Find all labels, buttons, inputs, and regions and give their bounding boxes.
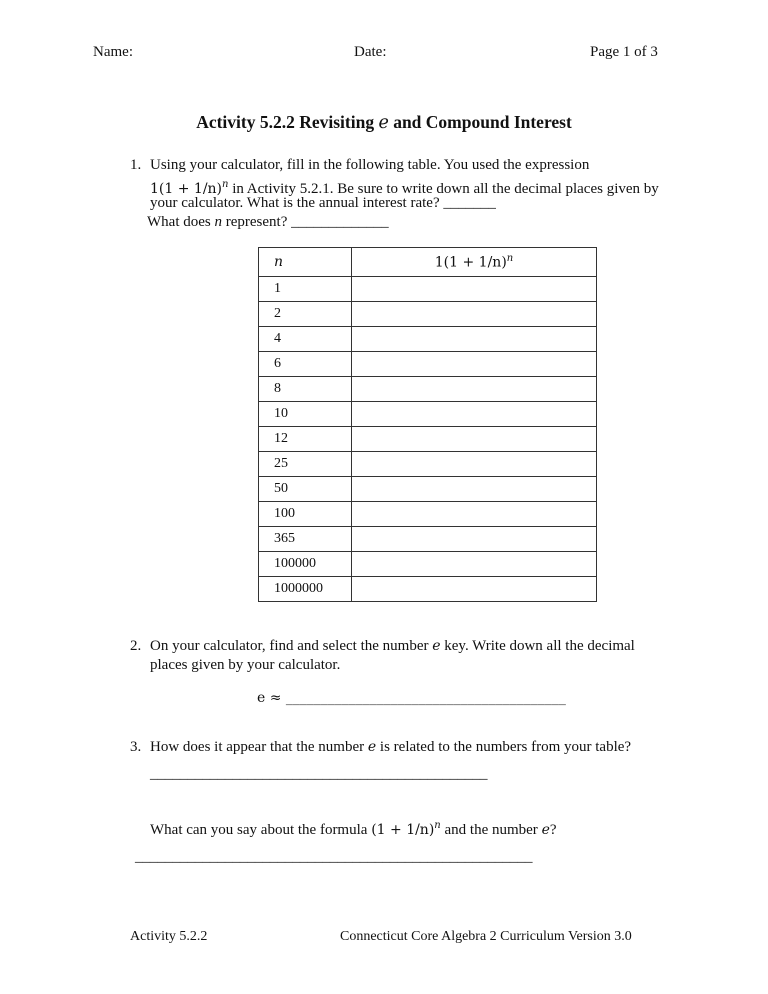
footer-activity: Activity 5.2.2	[130, 929, 208, 944]
title-suffix: and Compound Interest	[388, 112, 572, 132]
q1-line-4	[147, 213, 389, 232]
q3-line-1	[150, 738, 631, 757]
answer-cell[interactable]	[352, 502, 597, 527]
q3-line-2	[150, 816, 557, 840]
question-1-number: 1.	[130, 157, 142, 173]
table-row	[259, 552, 597, 577]
table-row	[259, 302, 597, 327]
q3-line-1-post: is related to the numbers from your table?	[376, 739, 632, 755]
answer-cell[interactable]	[352, 302, 597, 327]
q1-line-4-post: represent? _____________	[221, 214, 389, 230]
q3-formula-exponent: n	[434, 820, 441, 831]
table-header-expression: $1(1 + 1/n)^n$	[352, 248, 597, 277]
table-row	[259, 527, 597, 552]
answer-cell[interactable]	[352, 277, 597, 302]
title-prefix: Activity 5.2.2 Revisiting	[196, 112, 379, 132]
q3-formula: (1 + 1/n)	[371, 822, 435, 838]
answer-cell[interactable]	[352, 527, 597, 552]
q3-line-2-end: ?	[549, 822, 557, 838]
n-value-cell: 100000	[259, 552, 352, 577]
name-label: Name:	[93, 44, 133, 60]
question-3-number: 3.	[130, 739, 142, 755]
table-row	[259, 352, 597, 377]
q3-line-2-pre: What can you say about the formula	[150, 822, 372, 838]
q1-line-1: Using your calculator, fill in the following table. You used the expression	[150, 157, 590, 173]
n-value-cell: 1	[259, 277, 352, 302]
n-value-cell: 100	[259, 502, 352, 527]
answer-cell[interactable]	[352, 552, 597, 577]
q1-expression: 1(1 + 1/n)	[150, 181, 223, 197]
table-row	[259, 427, 597, 452]
page-number: Page 1 of 3	[590, 44, 658, 60]
n-value-cell: 365	[259, 527, 352, 552]
answer-cell[interactable]	[352, 577, 597, 602]
q1-line-4-var: n	[214, 214, 222, 230]
title-variable: e	[378, 113, 389, 133]
answer-cell[interactable]	[352, 352, 597, 377]
q2-line-1	[150, 637, 635, 656]
n-value-cell: 6	[259, 352, 352, 377]
table-row	[259, 277, 597, 302]
table-row	[259, 577, 597, 602]
n-value-cell: 1000000	[259, 577, 352, 602]
q2-line-1-var: e	[432, 638, 441, 654]
q3-line-2-mid: and the number	[440, 822, 542, 838]
q1-line-3: your calculator. What is the annual interest rate? _______	[150, 195, 496, 211]
table-row	[259, 477, 597, 502]
table-header-n: n	[259, 248, 352, 277]
table-row	[259, 327, 597, 352]
date-label: Date:	[354, 44, 387, 60]
q1-line-4-pre: What does	[147, 214, 215, 230]
table-row	[259, 377, 597, 402]
q3-answer-line-2[interactable]: _____________________________________________________	[135, 849, 533, 865]
n-value-cell: 10	[259, 402, 352, 427]
n-value-cell: 8	[259, 377, 352, 402]
table-header-row	[259, 248, 597, 277]
q1-expression-exponent: n	[222, 179, 229, 190]
q2-line-1-pre: On your calculator, find and select the number	[150, 638, 433, 654]
q2-line-1-post: key. Write down all the decimal	[440, 638, 635, 654]
answer-cell[interactable]	[352, 452, 597, 477]
values-table	[258, 247, 597, 602]
n-value-cell: 50	[259, 477, 352, 502]
q3-line-1-pre: How does it appear that the number	[150, 739, 368, 755]
e-approx-answer-line[interactable]: e ≈ ________________________________________	[257, 690, 566, 706]
answer-cell[interactable]	[352, 477, 597, 502]
answer-cell[interactable]	[352, 377, 597, 402]
q3-line-2-var: e	[541, 822, 550, 838]
table-row	[259, 502, 597, 527]
footer-curriculum: Connecticut Core Algebra 2 Curriculum Version 3.0	[340, 929, 632, 944]
answer-cell[interactable]	[352, 402, 597, 427]
n-value-cell: 2	[259, 302, 352, 327]
q2-line-2: places given by your calculator.	[150, 657, 341, 673]
answer-cell[interactable]	[352, 427, 597, 452]
table-row	[259, 402, 597, 427]
q3-answer-line-1[interactable]: _____________________________________________	[150, 766, 488, 782]
answer-cell[interactable]	[352, 327, 597, 352]
table-row	[259, 452, 597, 477]
n-value-cell: 25	[259, 452, 352, 477]
q1-line-2-text: in Activity 5.2.1. Be sure to write down all the decimal places given by	[228, 181, 659, 197]
q3-line-1-var: e	[367, 739, 377, 755]
page-title	[0, 112, 768, 133]
n-value-cell: 12	[259, 427, 352, 452]
question-2-number: 2.	[130, 638, 142, 654]
n-value-cell: 4	[259, 327, 352, 352]
